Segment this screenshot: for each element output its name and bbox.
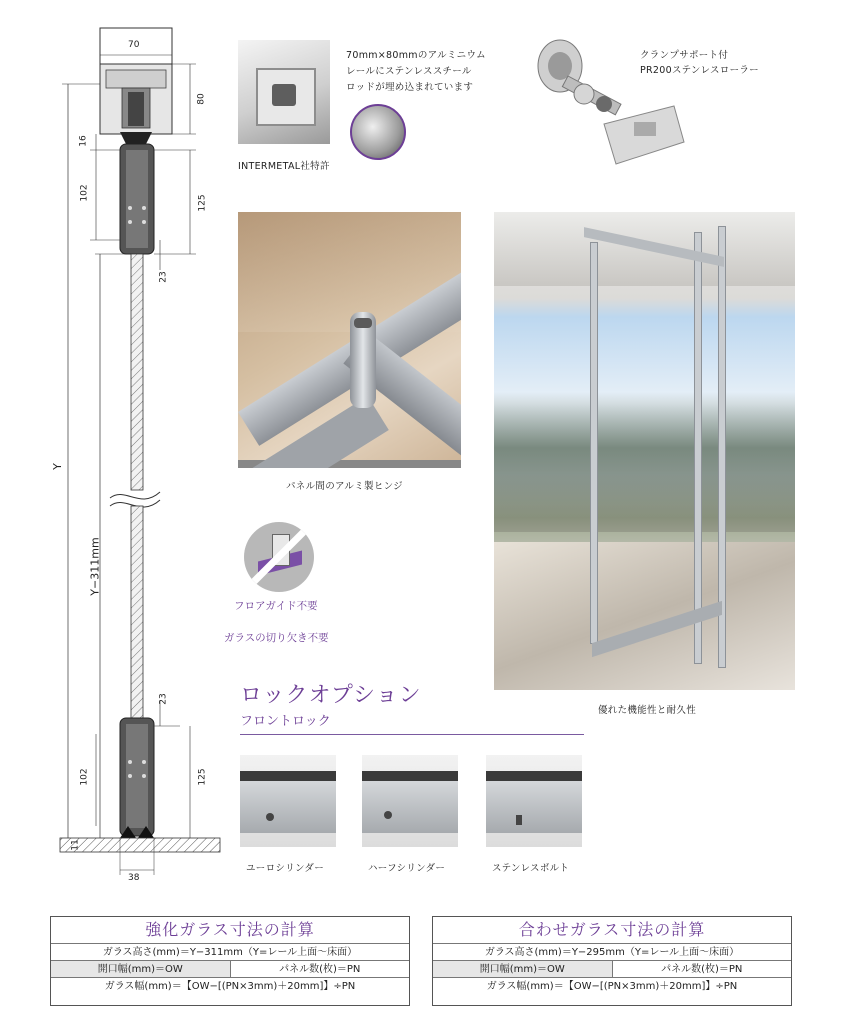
lock-option-bolt-image <box>486 755 582 847</box>
calc-tempered-width-row: ガラス幅(mm)＝【OW−[(PN×3mm)＋20mm]】÷PN <box>51 977 409 994</box>
lock-option-label: ハーフシリンダー <box>368 863 446 874</box>
lock-divider <box>240 734 584 735</box>
rail-caption <box>346 48 486 96</box>
roller-caption <box>640 48 759 78</box>
rod-detail-circle <box>350 104 406 160</box>
dim-top-width: 70 <box>128 40 140 50</box>
calc-laminated-table <box>432 916 792 1006</box>
lock-option-label: ステンレスボルト <box>492 863 570 874</box>
lock-option-label: ユーロシリンダー <box>246 863 325 874</box>
dim-102-top: 102 <box>79 184 90 202</box>
dim-rail-height: 80 <box>196 93 207 105</box>
no-floor-guide-icon <box>244 522 314 592</box>
dim-125-top: 125 <box>197 194 208 212</box>
dim-23-top: 23 <box>158 271 169 283</box>
dim-glass-height: Y−311mm <box>88 537 102 596</box>
patent-note: INTERMETAL社特許 <box>238 161 330 172</box>
calc-laminated-width-row: ガラス幅(mm)＝【OW−[(PN×3mm)＋20mm]】÷PN <box>433 977 791 994</box>
calc-laminated-opening-row: 開口幅(mm)＝OW パネル数(枚)＝PN <box>433 960 791 977</box>
folding-door-photo <box>494 212 795 690</box>
calc-tempered-height-row: ガラス高さ(mm)＝Y−311mm（Y=レール上面〜床面） <box>51 943 409 960</box>
rail-caption-line: ロッドが埋め込まれています <box>346 82 474 93</box>
rail-caption-line: 70mm×80mmのアルミニウム <box>346 50 486 61</box>
hinge-photo <box>238 212 461 468</box>
calc-tempered-title: 強化ガラス寸法の計算 <box>145 920 315 939</box>
door-caption: 優れた機能性と耐久性 <box>598 705 697 716</box>
dim-125-bottom: 125 <box>197 768 208 786</box>
dim-11: 11 <box>70 839 81 851</box>
calc-laminated-height-row: ガラス高さ(mm)＝Y−295mm（Y=レール上面〜床面） <box>433 943 791 960</box>
hinge-caption: パネル間のアルミ製ヒンジ <box>286 481 403 492</box>
calc-tempered-table <box>50 916 410 1006</box>
dim-23-bottom: 23 <box>158 693 169 705</box>
lock-title: ロックオプション <box>240 683 422 708</box>
rail-caption-line: レールにステンレススチール <box>346 66 472 77</box>
section-drawing-svg <box>40 20 240 890</box>
rail-profile-image <box>238 40 330 144</box>
lock-option-euro-image <box>240 755 336 847</box>
no-glass-notch-label: ガラスの切り欠き不要 <box>224 632 329 644</box>
calc-tempered-opening-row: 開口幅(mm)＝OW パネル数(枚)＝PN <box>51 960 409 977</box>
dim-overall: Y <box>50 463 64 470</box>
no-floor-guide-label: フロアガイド不要 <box>234 600 318 612</box>
dim-102-bottom: 102 <box>79 768 90 786</box>
dim-16: 16 <box>78 135 89 147</box>
section-drawing <box>40 20 240 890</box>
calc-laminated-title: 合わせガラス寸法の計算 <box>518 920 706 939</box>
dim-bottom-width: 38 <box>128 873 140 883</box>
lock-option-half-image <box>362 755 458 847</box>
roller-caption-line: PR200ステンレスローラー <box>640 65 759 76</box>
roller-caption-line: クランプサポート付 <box>640 50 729 61</box>
lock-subtitle: フロントロック <box>240 714 331 729</box>
